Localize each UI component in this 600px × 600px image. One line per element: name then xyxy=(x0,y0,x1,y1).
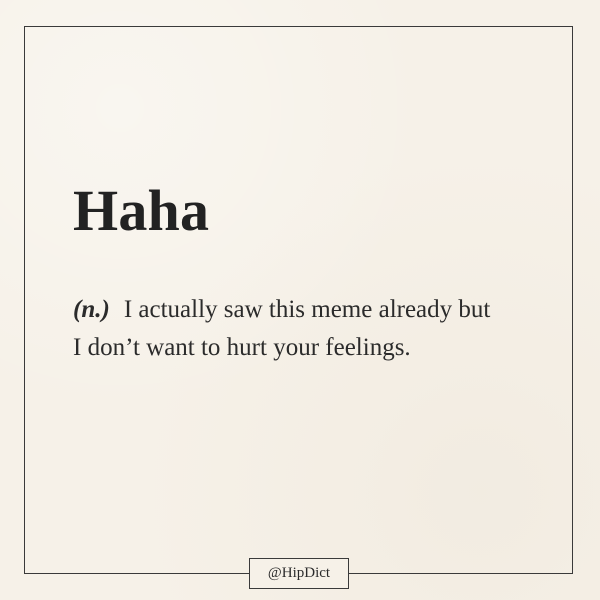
term-title: Haha xyxy=(73,178,210,243)
part-of-speech: (n.) xyxy=(73,296,110,323)
hipdict-handle-badge: @HipDict xyxy=(249,558,349,589)
definition-body: I actually saw this meme already but I don’t want to hurt your feelings. xyxy=(73,296,491,361)
definition-text xyxy=(73,291,493,367)
